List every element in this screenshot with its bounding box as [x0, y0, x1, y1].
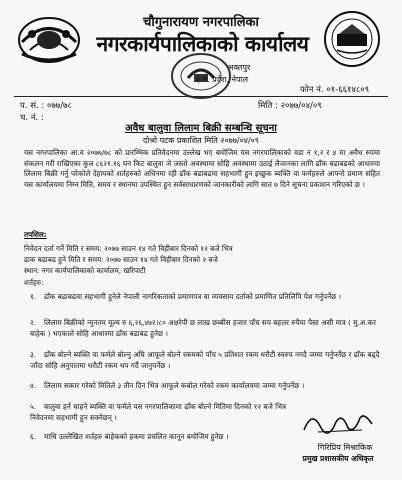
province-line: ३ नं. प्रदेश, नेपाल	[196, 75, 249, 84]
details-item: ढाक बढाबढ हुने मिति र समय: २०७७ साउन १४ गते विहीबार दिनको २ बजे	[24, 255, 218, 264]
reference-number: प. सं. : ०७७/७८	[20, 101, 72, 111]
conditions-heading: शर्तहरु:	[24, 278, 44, 287]
condition-text: ढाँक बोल्ने ब्यक्ति वा फर्मले बोल्नु अघि आफूले बोल्ने रकमको पाँच ५ प्रतिशत रकम धरौटी स्वरुप नगदै जम्मा गर्नुपर्नेछ र ढाँक बढ्दै जाँदा सोहि अनुपातमा धरौटी रकम थप गर्दै जानुपर्नेछ ।	[30, 350, 380, 370]
condition-text: बालुवा हर्न चाहने ब्यक्ति वा फर्मले यस नगरपालिकामा ढाँक बोल्ने मितिमा दिनको १२ बजे भित्र निवेदनमा सहभागी हुन सक्नेछन् ।	[30, 402, 286, 422]
condition-number: २.	[30, 318, 37, 327]
notice-title: अवैध बालुवा लिलाम बिक्री सम्बन्धि सूचना	[125, 123, 277, 134]
signatory-name: गिरिप्रिय मिश्राकिक	[317, 443, 373, 452]
letter-date: मिति : २०७७/०४/०९	[258, 101, 322, 111]
dispatch-number: च. नं. :	[20, 113, 44, 123]
condition-number: ५.	[30, 402, 37, 411]
condition-number: १.	[30, 292, 37, 301]
municipality-name: चौगुनारायण नगरपालिका	[143, 15, 259, 30]
condition-text: माथि उल्लेखित शर्तहरु बाहेकको हकमा प्रचलित कानून बमोजिम हुनेछ ।	[44, 432, 229, 441]
notice-body: यस नगरपालिका आ.व २०७७/७८ को प्रारम्भिक प्रतिवेदनमा उल्लेख भए बमोजिम यस नगरपालिकाको वडा न १,२ र ४ मा अवैध रुपमा संकलन गरी राखिएका कुल ८६२१.१६ घन फिट बालुवा जे जस्तो अवस्थामा सोहि अवस्थामा उठाई लैजानका लागि ढाँक बढाबढको आधारमा लिलाम बिक्री गर्नु परेकोले देहायको शर्तहरुको अधिनमा रही ढाँक बढाबढमा सहभागी हुन इच्छुक ब्यक्ति वा फर्महरुले आफ्नो प्रमाण सहित यस कार्यालयमा निम्न मिति, समय र स्थानमा उपस्थित हुन सर्वसाधारणको जानकारीको लागि सात ७ दिने सूचना प्रकाशन गरिएको छ ।	[24, 148, 380, 189]
office-place: भक्तपुर	[228, 63, 251, 72]
condition-item	[30, 318, 380, 339]
office-title: नगरकार्यपालिकाको कार्यालय	[96, 32, 309, 56]
condition-item	[30, 381, 380, 392]
signature-icon	[298, 408, 378, 438]
condition-item	[30, 432, 298, 443]
condition-text: ढाँक बढाबढमा सहभागी हुनेले नेपाली नागरिकताको प्रमाणपत्र वा व्यवसाय दर्ताको प्रमाणित प्रतिलिपि पेश गर्नुपर्नेछ ।	[44, 292, 342, 301]
details-heading: तपशिल:	[24, 230, 47, 239]
condition-item	[30, 292, 380, 303]
header-divider	[14, 96, 388, 97]
details-item: निवेदन दर्ता गर्ने मिति र समय: २०७७ साउन १४ गते विहीबार दिनको १२ बजे भित्र	[24, 244, 233, 253]
condition-number: ३.	[30, 350, 37, 359]
condition-item	[30, 402, 298, 423]
condition-number: ६.	[30, 432, 37, 441]
notice-subtitle: दोश्रो पटक प्रकाशित मिति २०७७/०४/०९	[143, 136, 259, 145]
condition-text: लिलाम सकार गरेको मितिले ३ तीन दिन भित्र आफूले कबोल गरेको रकम कार्यालयमा जम्मा गर्नुपर्नेछ ।	[44, 381, 305, 390]
condition-item	[30, 350, 380, 371]
phone-number: फोन नं. ०१-६६१४८०९	[300, 85, 370, 95]
details-item: स्थान: नगर कार्यपालिकाको कार्यालय, खरिपाटी	[24, 266, 146, 275]
signatory-title: प्रमुख प्रशासकीय अधिकृत	[302, 454, 374, 463]
condition-number: ४.	[30, 381, 37, 390]
condition-text: लिलाम बिक्रीको न्युनतम मूल्य रु ६,२६,४७२।८० अक्षरेपी छ लाख छब्बीस हजार पाँच सय बहत्तर रुपैया पैसा असी मात्र ( मु.अ.कर बाहेक ) भएकाले सोहि आधारमा ढाँक बढाबढ हुनेछ ।	[30, 318, 376, 338]
